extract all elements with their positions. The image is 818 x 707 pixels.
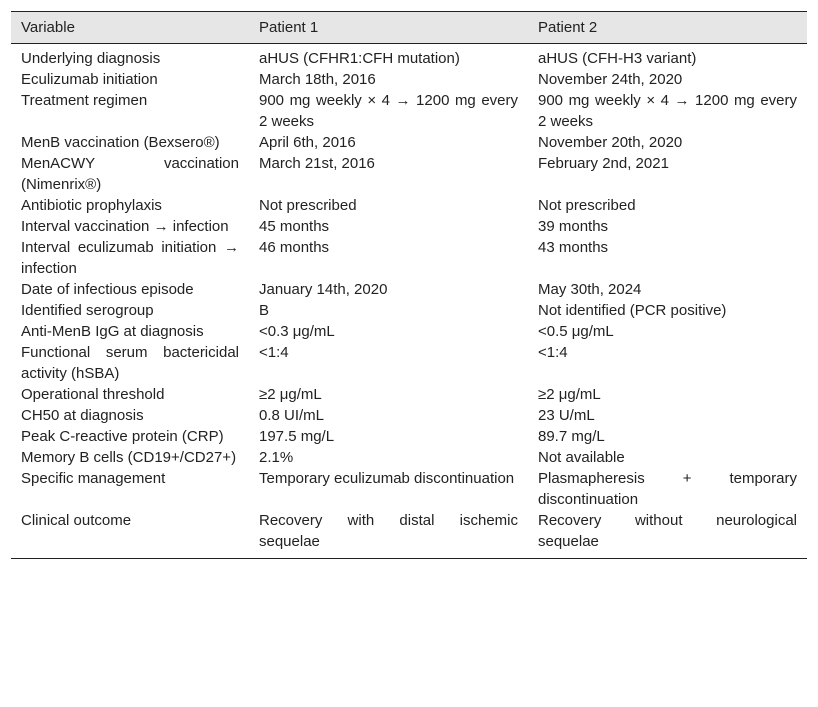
table-row <box>11 69 807 90</box>
row-label: Memory B cells (CD19+/CD27+) <box>21 449 237 466</box>
header-variable: Variable <box>21 19 75 36</box>
patient-2-value: 900 mg weekly × 4 → 1200 mg every 2 weeks <box>538 92 797 130</box>
table-row <box>11 153 807 195</box>
patient-2-value: November 20th, 2020 <box>538 134 683 151</box>
patient-2-value: ≥2 μg/mL <box>538 386 601 403</box>
patient-1-value: 45 months <box>259 218 330 235</box>
header-row <box>11 12 807 44</box>
patient-2-value: May 30th, 2024 <box>538 281 642 298</box>
patient-1-value: aHUS (CFHR1:CFH mutation) <box>259 50 460 67</box>
row-label: Clinical outcome <box>21 512 132 529</box>
data-table <box>11 11 807 559</box>
patient-1-value: April 6th, 2016 <box>259 134 356 151</box>
table-row <box>11 300 807 321</box>
patient-1-value: 900 mg weekly × 4 → 1200 mg every 2 weeks <box>259 92 518 130</box>
row-label: Interval eculizumab initiation → infection <box>21 239 239 277</box>
patient-2-value: February 2nd, 2021 <box>538 155 669 172</box>
patient-1-value: 0.8 UI/mL <box>259 407 325 424</box>
row-label: Underlying diagnosis <box>21 50 161 67</box>
row-label: Treatment regimen <box>21 92 148 109</box>
table-row <box>11 405 807 426</box>
row-label: Functional serum bactericidal activity (hSBA) <box>21 344 239 382</box>
patient-2-value: 89.7 mg/L <box>538 428 605 445</box>
patient-1-value: Recovery with distal ischemic sequelae <box>259 512 518 550</box>
table-header <box>11 12 807 44</box>
table-row <box>11 468 807 510</box>
patient-1-value: 2.1% <box>259 449 294 466</box>
row-label: Antibiotic prophylaxis <box>21 197 162 214</box>
table-row <box>11 342 807 384</box>
row-label: CH50 at diagnosis <box>21 407 144 424</box>
row-label: Peak C-reactive protein (CRP) <box>21 428 224 445</box>
patient-2-value: 39 months <box>538 218 609 235</box>
table-body <box>11 44 807 559</box>
patient-2-value: <1:4 <box>538 344 568 361</box>
patient-2-value: <0.5 μg/mL <box>538 323 614 340</box>
patient-2-value: Not prescribed <box>538 197 636 214</box>
table-row <box>11 384 807 405</box>
patient-2-value: 23 U/mL <box>538 407 595 424</box>
patient-1-value: January 14th, 2020 <box>259 281 388 298</box>
row-label: Date of infectious episode <box>21 281 194 298</box>
patient-2-value: November 24th, 2020 <box>538 71 683 88</box>
row-label: MenB vaccination (Bexsero®) <box>21 134 220 151</box>
table-row <box>11 90 807 132</box>
patient-2-value: Plasmapheresis + temporary discontinuation <box>538 470 797 508</box>
table-row <box>11 510 807 559</box>
table-row <box>11 447 807 468</box>
patient-1-value: March 18th, 2016 <box>259 71 376 88</box>
patient-2-value: Recovery without neurological sequelae <box>538 512 797 550</box>
header-patient-2: Patient 2 <box>538 19 598 36</box>
row-label: Identified serogroup <box>21 302 154 319</box>
table-row <box>11 195 807 216</box>
patient-1-value: Not prescribed <box>259 197 357 214</box>
table-row <box>11 44 807 70</box>
table-row <box>11 426 807 447</box>
patient-2-value: Not identified (PCR positive) <box>538 302 727 319</box>
patient-2-value: Not available <box>538 449 625 466</box>
row-label: Interval vaccination → infection <box>21 218 229 235</box>
patient-1-value: <1:4 <box>259 344 289 361</box>
row-label: MenACWY vaccination (Nimenrix®) <box>21 155 239 193</box>
table-row <box>11 237 807 279</box>
patient-1-value: B <box>259 302 270 319</box>
patient-1-value: <0.3 μg/mL <box>259 323 335 340</box>
patient-1-value: Temporary eculizumab discontinuation <box>259 470 515 487</box>
row-label: Operational threshold <box>21 386 165 403</box>
table-row <box>11 321 807 342</box>
header-patient-1: Patient 1 <box>259 19 319 36</box>
row-label: Eculizumab initiation <box>21 71 158 88</box>
patient-2-value: 43 months <box>538 239 609 256</box>
patient-1-value: 46 months <box>259 239 330 256</box>
table-row <box>11 132 807 153</box>
patient-comparison-table <box>11 11 807 559</box>
row-label: Anti-MenB IgG at diagnosis <box>21 323 204 340</box>
patient-1-value: 197.5 mg/L <box>259 428 335 445</box>
patient-1-value: March 21st, 2016 <box>259 155 375 172</box>
row-label: Specific management <box>21 470 166 487</box>
table-row <box>11 216 807 237</box>
patient-1-value: ≥2 μg/mL <box>259 386 322 403</box>
patient-2-value: aHUS (CFH-H3 variant) <box>538 50 697 67</box>
table-row <box>11 279 807 300</box>
